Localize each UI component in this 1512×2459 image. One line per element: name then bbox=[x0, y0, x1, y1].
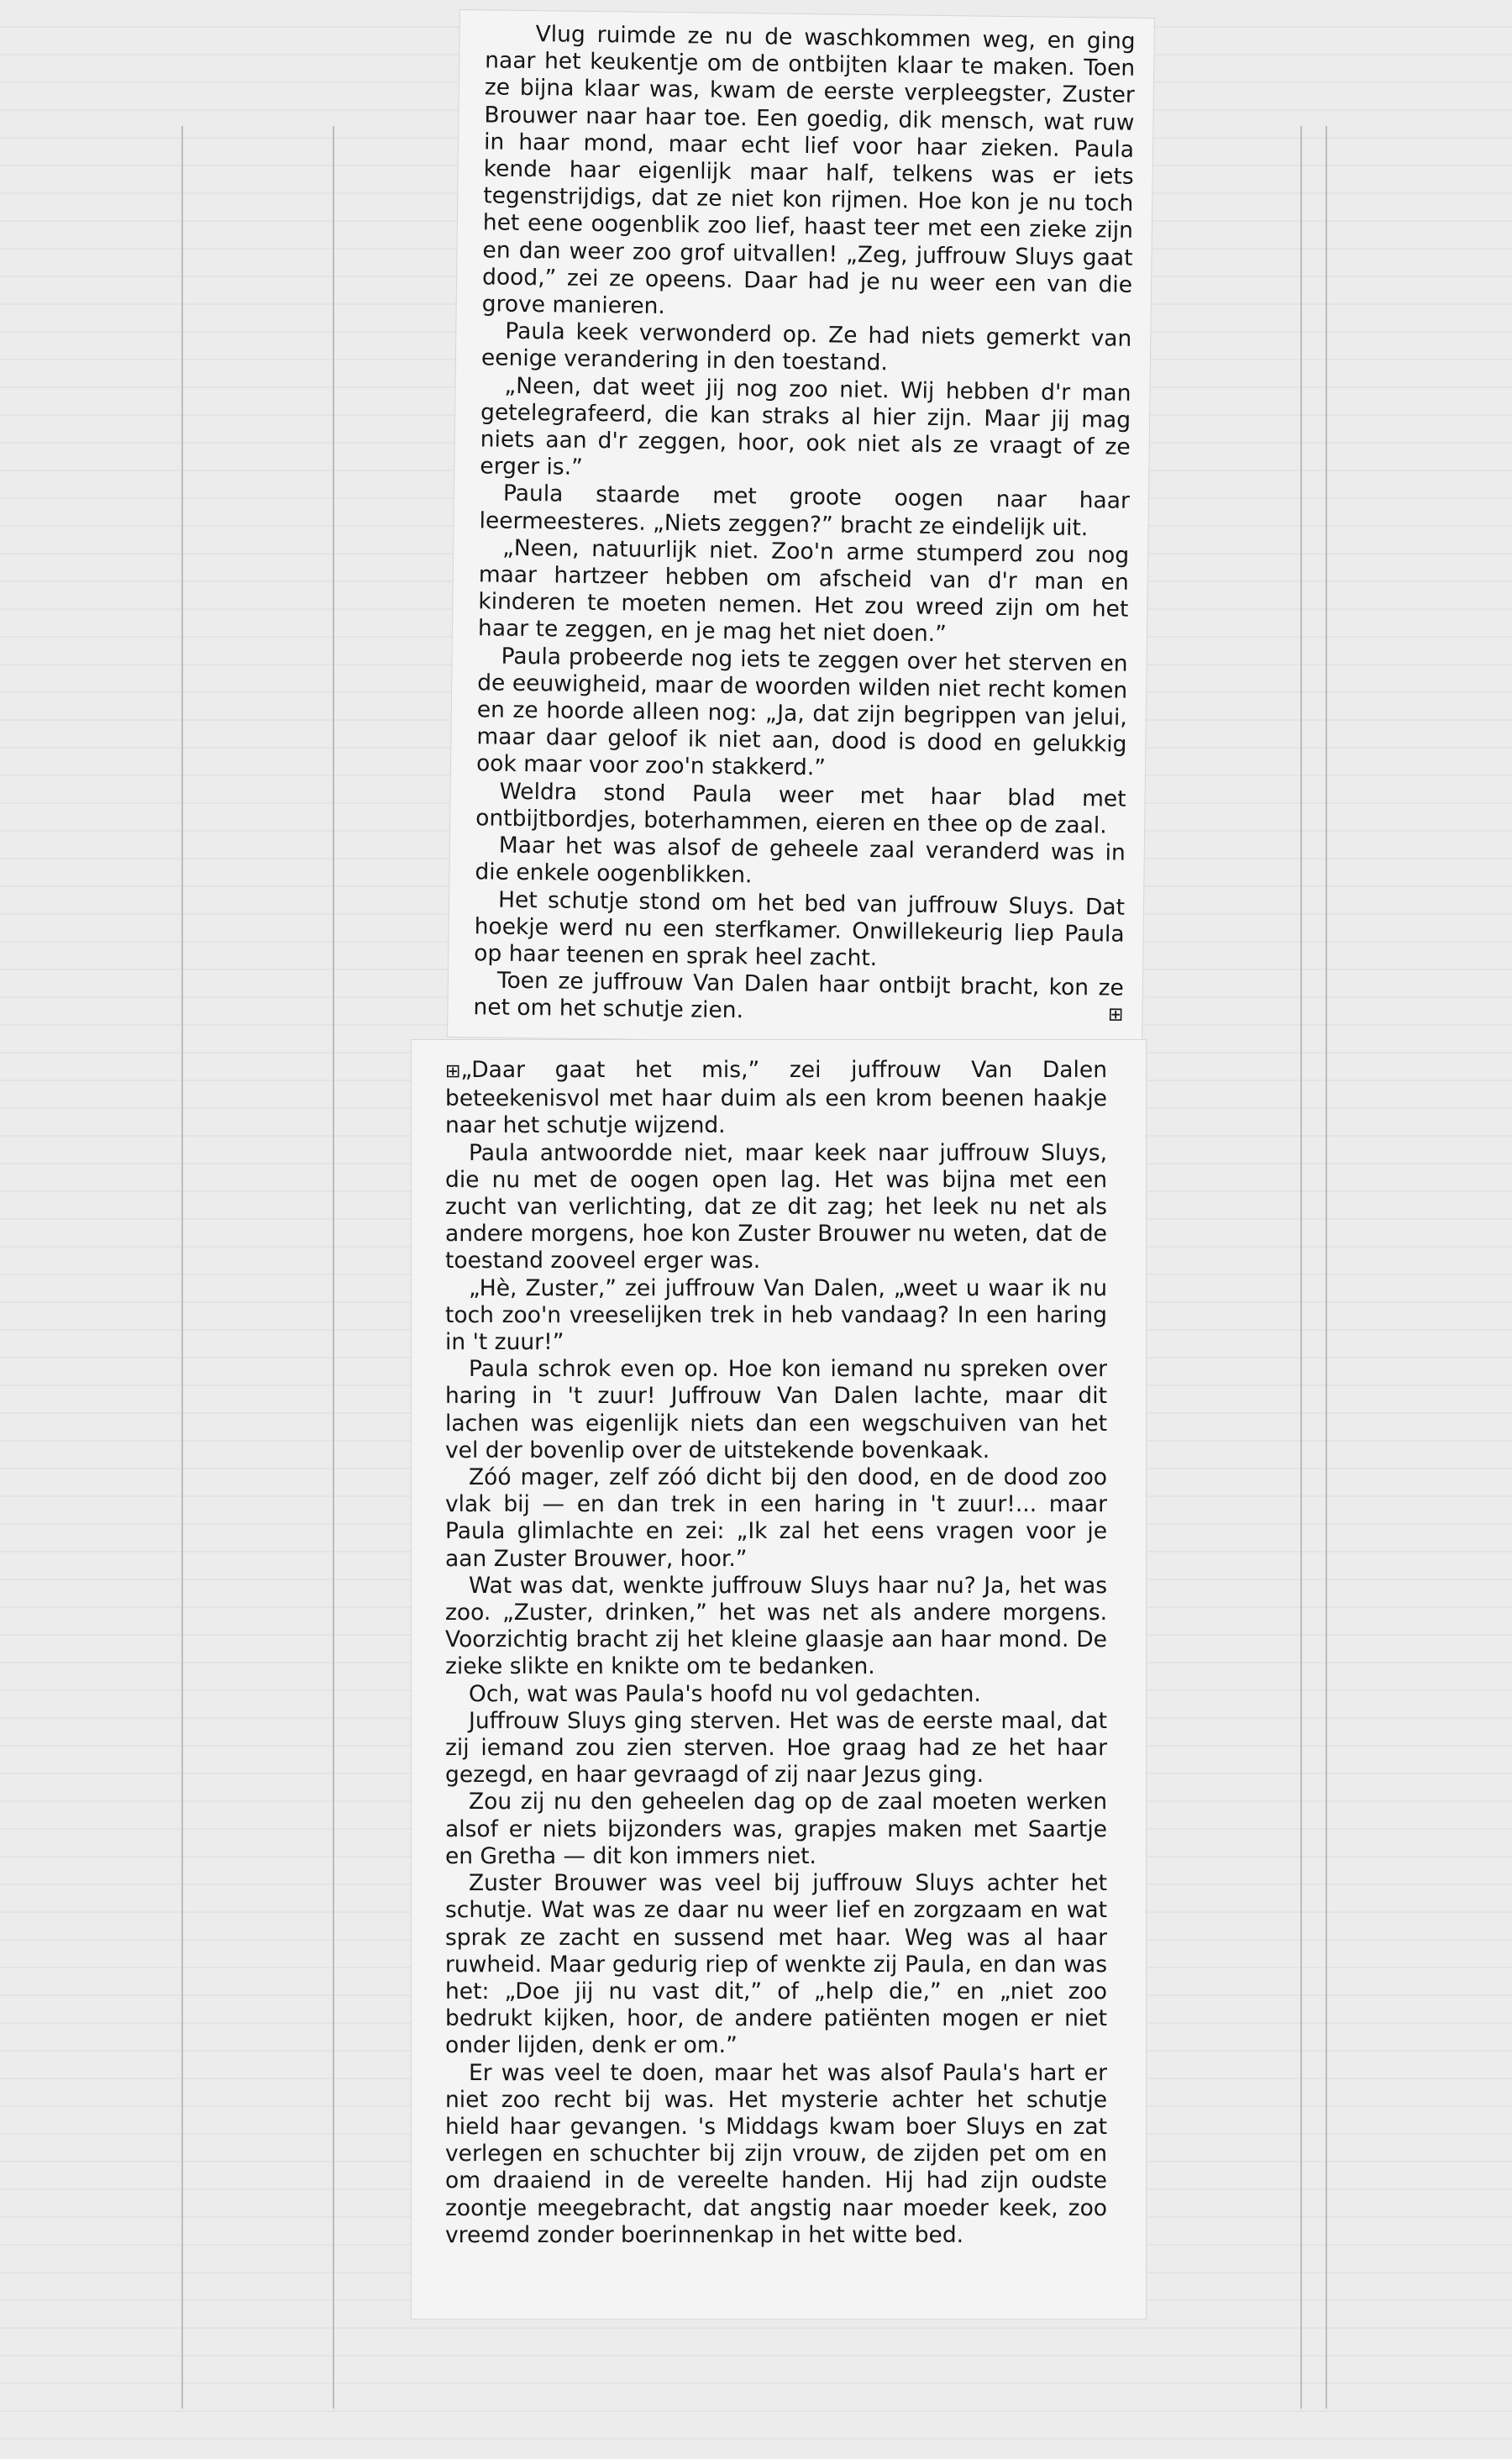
paragraph: Paula keek verwonderd op. Ze had niets gemerkt van eenige verandering in den toestand. bbox=[480, 318, 1132, 376]
newspaper-clipping-top bbox=[448, 10, 1154, 1045]
paragraph: Paula staarde met groote oogen naar haar leermeesteres. „Niets zeggen?” bracht ze eindelijk uit. bbox=[479, 481, 1131, 541]
paragraph: Zou zij nu den geheelen dag op de zaal moeten werken alsof er niets bijzonders was, grapjes maken met Saartje en Gretha — dit kon immers niet. bbox=[445, 1789, 1107, 1869]
paragraph: Paula antwoordde niet, maar keek naar juffrouw Sluys, die nu met de oogen open lag. Het was bijna met een zucht van verlichting, dat ze dit zag; het leek nu net als andere morgens, hoe kon Zuster Brouwer nu weten, dat de toestand zooveel erger was. bbox=[445, 1139, 1107, 1274]
paragraph-text: Toen ze juffrouw Van Dalen haar ontbijt bracht, kon ze net om het schutje zien. bbox=[473, 967, 1125, 1024]
paragraph: Weldra stond Paula weer met haar blad met ontbijtbordjes, boterhammen, eieren en thee op de zaal. bbox=[475, 778, 1126, 839]
paragraph: Paula schrok even op. Hoe kon iemand nu spreken over haring in 't zuur! Juffrouw Van Dalen lachte, maar dit lachen was eigenlijk niets dan een wegschuiven van het vel der bovenlip over de uitstekende bovenkaak. bbox=[445, 1356, 1107, 1463]
paragraph: Er was veel te doen, maar het was alsof Paula's hart er niet zoo recht bij was. Het mysterie achter het schutje hield haar gevangen. 's Middags kwam boer Sluys en zat verlegen en schuchter bij zijn vrouw, de zijden pet om en om draaiend in de vereelte handen. Hij had zijn oudste zoontje meegebracht, dat angstig naar moeder keek, zoo vreemd zonder boerinnenkap in het witte bed. bbox=[445, 2059, 1107, 2248]
paragraph: „Hè, Zuster,” zei juffrouw Van Dalen, „weet u waar ik nu toch zoo'n vreeselijken trek in heb vandaag? In een haring in 't zuur!” bbox=[445, 1274, 1107, 1356]
paragraph-text: „Daar gaat het mis,” zei juffrouw Van Dalen beteekenisvol met haar duim als een krom beenen haakje naar het schutje wijzend. bbox=[445, 1057, 1107, 1139]
paragraph: Vlug ruimde ze nu de waschkommen weg, en ging naar het keukentje om de ontbijten klaar te maken. Toen ze bijna klaar was, kwam de eerste verpleegster, Zuster Brouwer naar haar toe. Een goedig, dik mensch, wat ruw in haar mond, maar echt lief voor haar zieken. Paula kende haar eigenlijk maar half, telkens was er iets tegenstrijdigs, dat ze niet kon rijmen. Hoe kon je nu toch het eene oogenblik zoo lief, haast teer met een zieke zijn en dan weer zoo grof uitvallen! „Zeg, juffrouw Sluys gaat dood,” zei ze opeens. Daar had je nu weer een van die grove manieren. bbox=[481, 21, 1136, 320]
margin-line bbox=[1300, 126, 1302, 2409]
margin-line bbox=[333, 126, 334, 2409]
paragraph: Zóó mager, zelf zóó dicht bij den dood, en de dood zoo vlak bij — en dan trek in een haring in 't zuur!... maar Paula glimlachte en zei: „Ik zal het eens vragen voor je aan Zuster Brouwer, hoor.” bbox=[445, 1464, 1107, 1572]
start-mark-icon: ⊞ bbox=[445, 1061, 461, 1082]
paragraph-last bbox=[473, 967, 1124, 1029]
newspaper-clipping-bottom bbox=[412, 1040, 1146, 2319]
paragraph: „Neen, dat weet jij nog zoo niet. Wij hebben d'r man getelegrafeerd, die kan straks al hier zijn. Maar jij mag niets aan d'r zeggen, hoor, ook niet als ze vraagt of ze erger is.” bbox=[480, 372, 1131, 481]
paragraph: „Neen, natuurlijk niet. Zoo'n arme stumperd zou nog maar hartzeer hebben om afscheid van d'r man en kinderen te moeten nemen. Het zou wreed zijn om het haar te zeggen, en je mag het niet doen.” bbox=[477, 534, 1130, 648]
paragraph: Maar het was alsof de geheele zaal veranderd was in die enkele oogenblikken. bbox=[475, 832, 1126, 889]
paragraph-first bbox=[445, 1057, 1107, 1140]
paragraph: Zuster Brouwer was veel bij juffrouw Sluys achter het schutje. Wat was ze daar nu weer lief en zorgzaam en wat sprak ze zacht en sussend met haar. Weg was al haar ruwheid. Maar gedurig riep of wenkte zij Paula, en dan was het: „Doe jij nu vast dit,” of „help die,” en „niet zoo bedrukt kijken, hoor, de andere patiënten mogen er niet onder lijden, denk er om.” bbox=[445, 1870, 1107, 2059]
paragraph: Juffrouw Sluys ging sterven. Het was de eerste maal, dat zij iemand zou zien sterven. Hoe graag had ze het haar gezegd, en haar gevraagd of zij naar Jezus ging. bbox=[445, 1707, 1107, 1789]
paragraph: Och, wat was Paula's hoofd nu vol gedachten. bbox=[469, 1680, 981, 1707]
margin-line bbox=[1326, 126, 1327, 2409]
paragraph: Paula probeerde nog iets te zeggen over het sterven en de eeuwigheid, maar de woorden wilden niet recht komen en ze hoorde alleen nog: „Ja, dat zijn begrippen van jelui, maar daar geloof ik niet aan, dood is dood en gelukkig ook maar voor zoo'n stakkerd.” bbox=[475, 643, 1128, 781]
paragraph: Het schutje stond om het bed van juffrouw Sluys. Dat hoekje werd nu een sterfkamer. Onwillekeurig liep Paula op haar teenen en sprak heel zacht. bbox=[474, 886, 1126, 972]
end-mark-icon: ⊞ bbox=[1107, 1004, 1124, 1027]
paragraph: Wat was dat, wenkte juffrouw Sluys haar nu? Ja, het was zoo. „Zuster, drinken,” het was net als andere morgens. Voorzichtig bracht zij het kleine glaasje aan haar mond. De zieke slikte en knikte om te bedanken. bbox=[445, 1572, 1107, 1680]
margin-line bbox=[181, 126, 183, 2409]
